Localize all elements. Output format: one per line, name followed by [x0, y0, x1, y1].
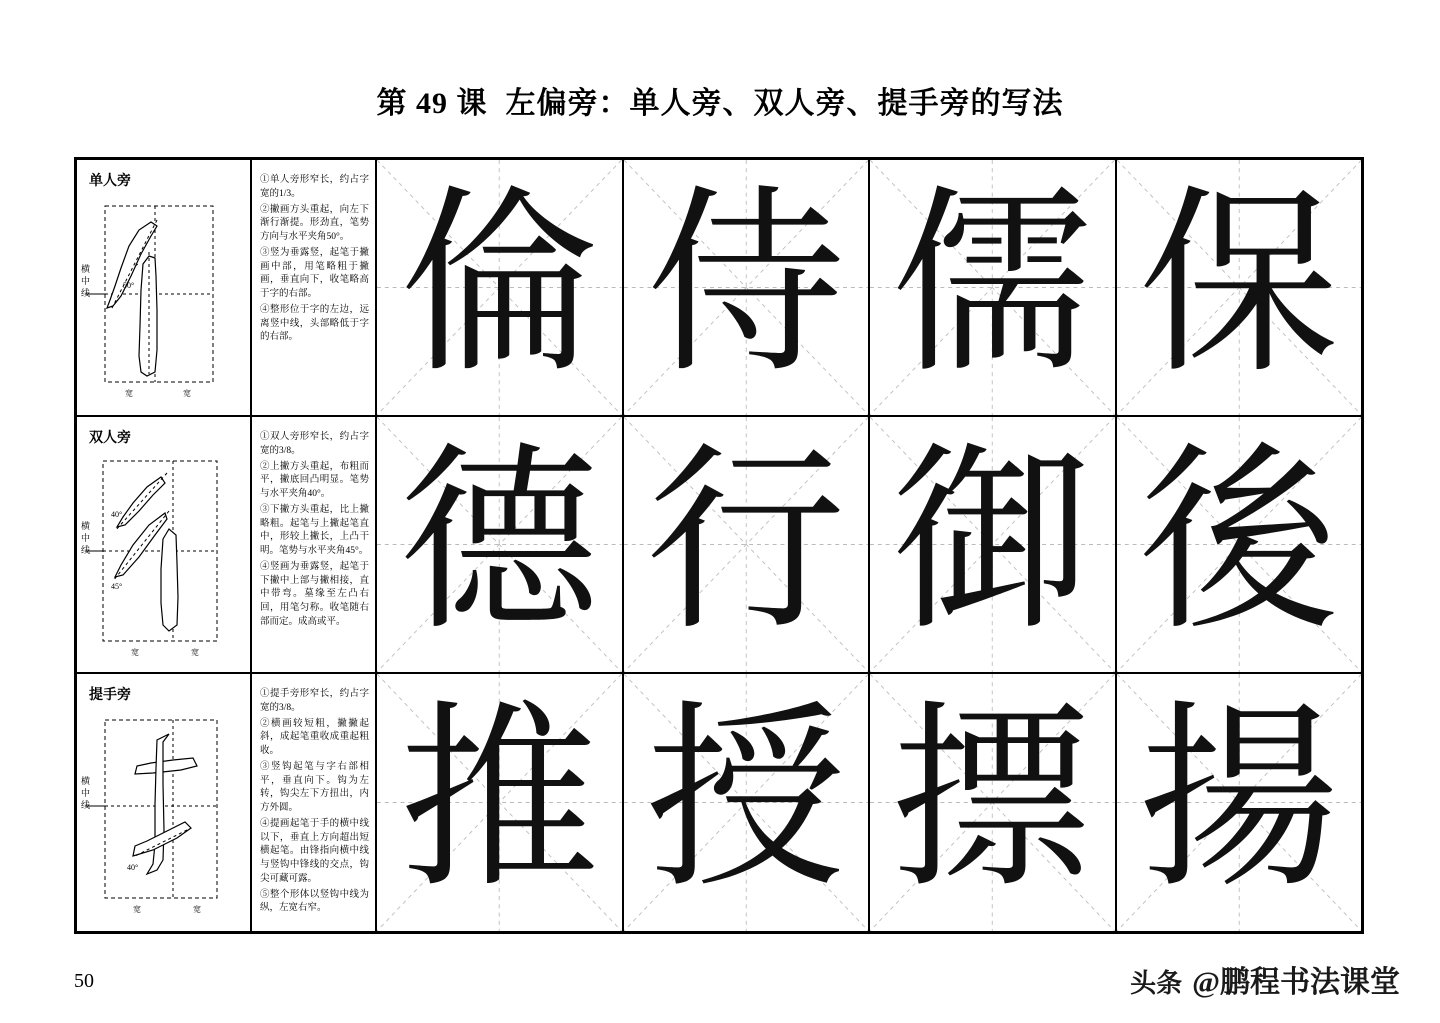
- page-title: [0, 78, 1440, 122]
- svg-text:线: 线: [81, 288, 91, 298]
- character-cell: [624, 417, 871, 672]
- character-cell: [870, 417, 1117, 672]
- note-item: ①单人旁形窄长，约占字宽的1/3。: [260, 175, 369, 199]
- character-glyph: 保: [1138, 176, 1339, 398]
- svg-text:宽: 宽: [183, 389, 191, 398]
- lesson-number: 第 49 课: [376, 87, 488, 120]
- character-glyph: 侍: [645, 176, 846, 398]
- notes-list: [260, 174, 369, 345]
- page-number: 50: [74, 970, 94, 992]
- note-item: ③下撇方头重起，比上撇略粗。起笔与上撇起笔直中，形较上撇长，上凸干明。笔势与水平夹角45°。: [260, 504, 369, 557]
- note-item: ④整形位于字的左边，远离竖中线，头部略低于字的右部。: [260, 304, 369, 343]
- radical-diagram-cell: [77, 674, 252, 931]
- character-cell: [377, 417, 624, 672]
- calligraphy-sheet: [74, 157, 1364, 934]
- radical-name-label: 单人旁: [89, 174, 131, 189]
- lesson-title: 左偏旁：单人旁、双人旁、提手旁的写法: [505, 87, 1064, 120]
- svg-text:中: 中: [81, 532, 91, 543]
- character-glyph: 倫: [399, 176, 600, 398]
- character-cell: [624, 674, 871, 931]
- note-item: ⑤整个形体以竖钩中线为纵，左宽右窄。: [260, 889, 369, 914]
- svg-text:线: 线: [81, 544, 91, 555]
- svg-text:横: 横: [81, 775, 91, 786]
- table-row: [77, 160, 1361, 417]
- svg-text:宽: 宽: [191, 647, 199, 657]
- character-cell: [624, 160, 871, 415]
- table-row: [77, 674, 1361, 931]
- svg-text:宽: 宽: [193, 904, 201, 914]
- svg-text:横: 横: [81, 264, 91, 274]
- stroke-diagram-double-person: [77, 417, 252, 674]
- note-item: ③竖为垂露竖，起笔于撇画中部，用笔略粗于撇画，垂直向下，收笔略高于字的右部。: [260, 247, 369, 300]
- svg-text:中: 中: [81, 276, 91, 286]
- svg-text:45°: 45°: [111, 581, 123, 591]
- character-glyph: 授: [645, 691, 846, 913]
- svg-text:40°: 40°: [127, 862, 139, 872]
- svg-text:线: 线: [81, 799, 91, 810]
- note-item: ④提画起笔于手的横中线以下，垂直上方向超出短横起笔。由锋指向横中线与竖钩中锋线的交点，钩尖可藏可露。: [260, 818, 369, 884]
- notes-list: [260, 431, 369, 630]
- radical-name-label: 提手旁: [89, 687, 131, 703]
- notes-list: [260, 688, 369, 916]
- radical-diagram-cell: [77, 160, 252, 415]
- svg-text:宽: 宽: [125, 389, 133, 398]
- character-glyph: 德: [399, 433, 600, 655]
- note-item: ②上撇方头重起，布粗而平，撇底回凸明显。笔势与水平夹角40°。: [260, 461, 369, 500]
- svg-text:40°: 40°: [111, 509, 123, 519]
- svg-text:中: 中: [81, 787, 91, 798]
- character-cell: [1117, 160, 1362, 415]
- radical-notes-cell: [252, 674, 377, 931]
- character-glyph: 御: [892, 433, 1093, 655]
- note-item: ①提手旁形窄长，约占字宽的3/8。: [260, 688, 369, 713]
- character-glyph: 推: [399, 691, 600, 913]
- table-row: [77, 417, 1361, 674]
- character-cell: [1117, 674, 1362, 931]
- radical-notes-cell: [252, 160, 377, 415]
- stroke-diagram-hand-radical: [77, 674, 252, 931]
- radical-notes-cell: [252, 417, 377, 672]
- character-cell: [870, 160, 1117, 415]
- watermark-account: @鹏程书法课堂: [1192, 966, 1400, 999]
- watermark: [1130, 957, 1400, 1001]
- character-glyph: 摽: [892, 691, 1093, 913]
- note-item: ④竖画为垂露竖，起笔于下撇中上部与撇相接，直中带弯。墓缘至左凸右回，用笔匀称。收笔随右部而定。成高或平。: [260, 561, 369, 627]
- radical-name-label: 双人旁: [89, 430, 131, 446]
- note-item: ②撇画方头重起，向左下渐行渐提。形劲直，笔势方向与水平夹角50°。: [260, 204, 369, 243]
- watermark-brand: 头条: [1130, 969, 1183, 998]
- note-item: ②横画较短粗，撇撇起斜，成起笔重收成重起粗收。: [260, 718, 369, 757]
- note-item: ①双人旁形窄长，约占字宽的3/8。: [260, 431, 369, 456]
- svg-text:50°: 50°: [123, 281, 135, 290]
- svg-text:宽: 宽: [131, 647, 139, 657]
- svg-text:宽: 宽: [133, 904, 141, 914]
- character-cell: [377, 160, 624, 415]
- radical-diagram-cell: [77, 417, 252, 672]
- stroke-diagram-single-person: [77, 160, 252, 417]
- character-cell: [1117, 417, 1362, 672]
- character-cell: [377, 674, 624, 931]
- character-glyph: 後: [1138, 433, 1339, 655]
- character-glyph: 儒: [892, 176, 1093, 398]
- svg-text:横: 横: [81, 520, 91, 531]
- note-item: ③竖钩起笔与字右部相平，垂直向下。钩为左转，钩尖左下方扭出，内方外圆。: [260, 761, 369, 814]
- character-glyph: 揚: [1138, 691, 1339, 913]
- character-glyph: 行: [645, 433, 846, 655]
- character-cell: [870, 674, 1117, 931]
